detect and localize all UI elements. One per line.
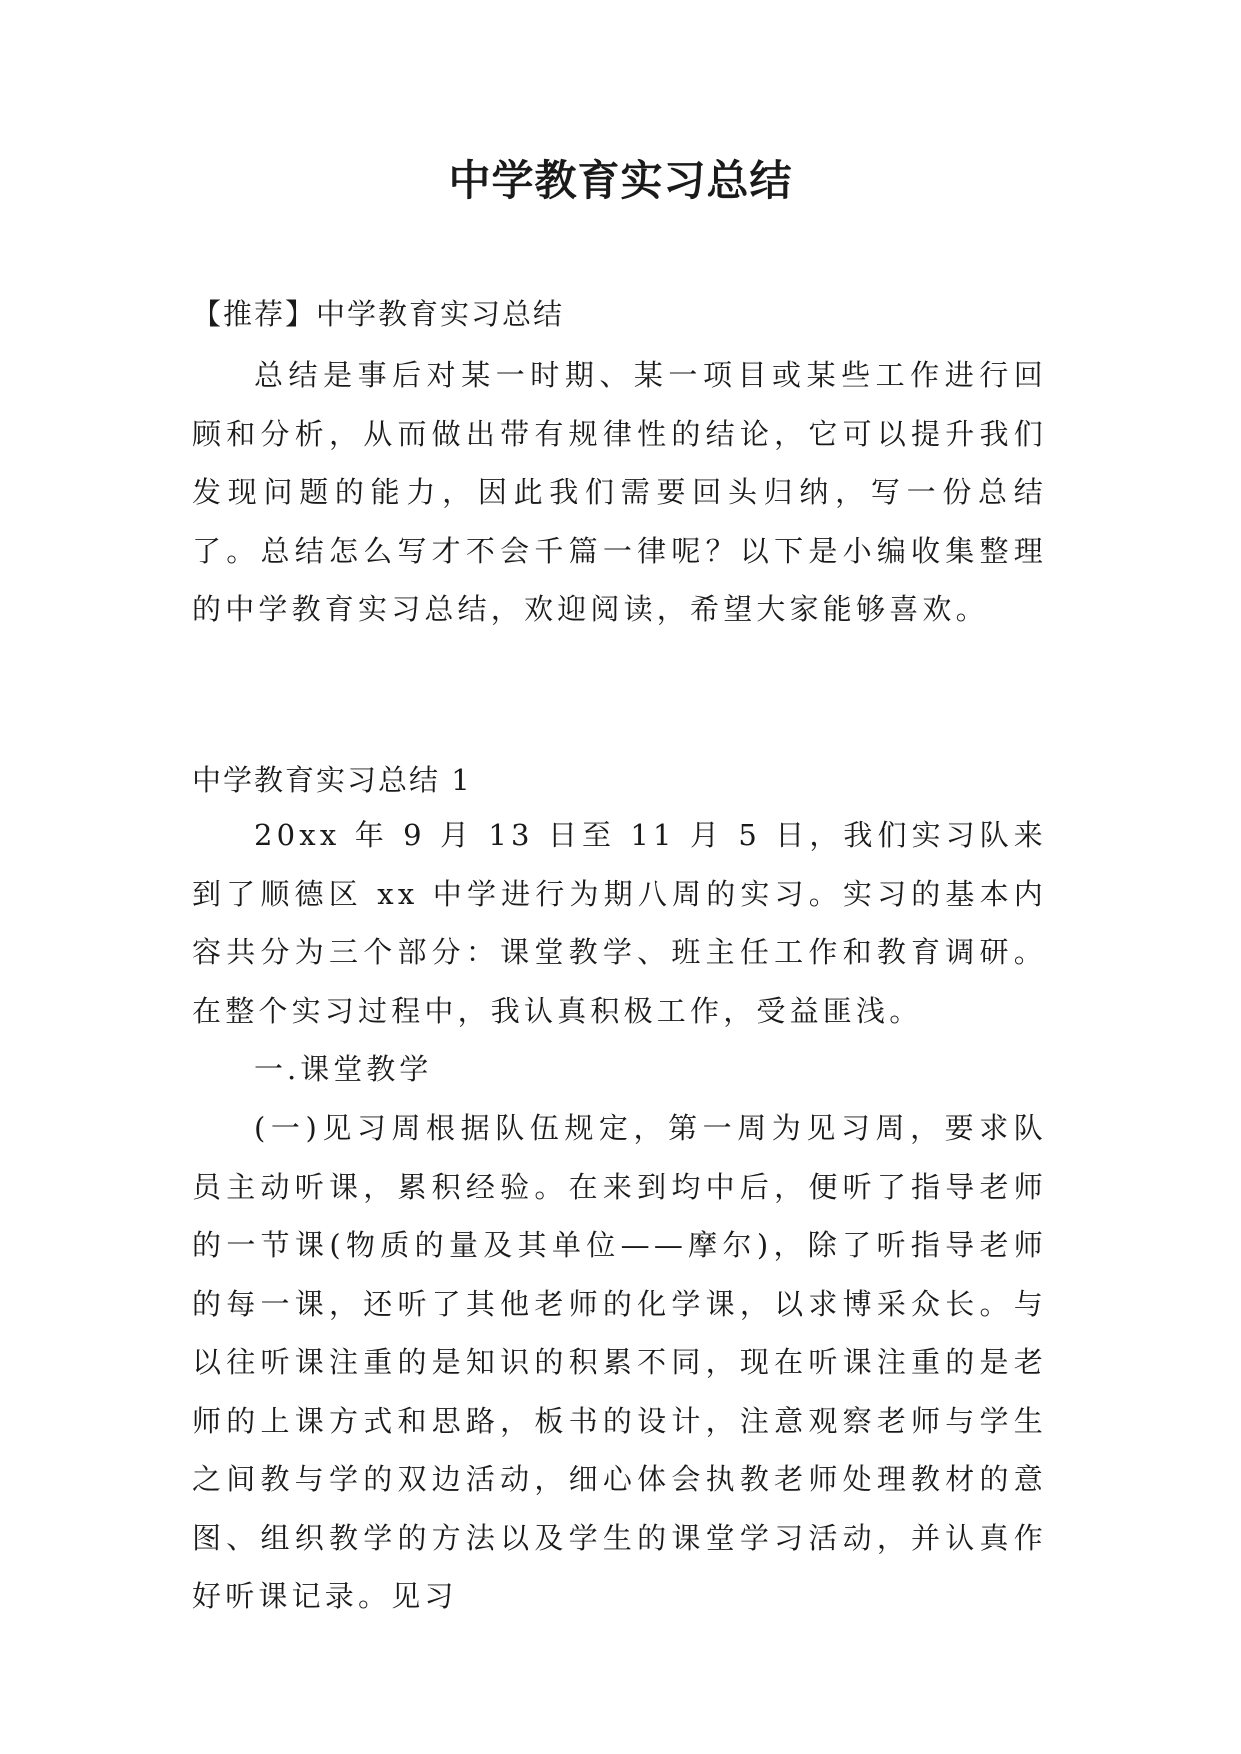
- body-paragraph: 20xx 年 9 月 13 日至 11 月 5 日，我们实习队来到了顺德区 xx 中学进行为期八周的实习。实习的基本内容共分为三个部分：课堂教学、班主任工作和教育调研。在整个实习过程中，我认真积极工作，受益匪浅。: [192, 818, 1047, 1028]
- document-title: 中学教育实习总结: [448, 156, 793, 205]
- sub-heading: 一.课堂教学: [254, 1052, 433, 1086]
- section-heading: 中学教育实习总结 1: [192, 763, 472, 797]
- intro-paragraph: 总结是事后对某一时期、某一项目或某些工作进行回顾和分析，从而做出带有规律性的结论，它可以提升我们发现问题的能力，因此我们需要回头归纳，写一份总结了。总结怎么写才不会千篇一律呢？以下是小编收集整理的中学教育实习总结，欢迎阅读，希望大家能够喜欢。: [192, 358, 1047, 626]
- recommend-line: 【推荐】中学教育实习总结: [192, 297, 565, 331]
- body-paragraph: (一)见习周根据队伍规定，第一周为见习周，要求队员主动听课，累积经验。在来到均中后，便听了指导老师的一节课(物质的量及其单位——摩尔)，除了听指导老师的每一课，还听了其他老师的化学课，以求博采众长。与以往听课注重的是知识的积累不同，现在听课注重的是老师的上课方式和思路，板书的设计，注意观察老师与学生之间教与学的双边活动，细心体会执教老师处理教材的意图、组织教学的方法以及学生的课堂学习活动，并认真作好听课记录。见习: [192, 1111, 1047, 1613]
